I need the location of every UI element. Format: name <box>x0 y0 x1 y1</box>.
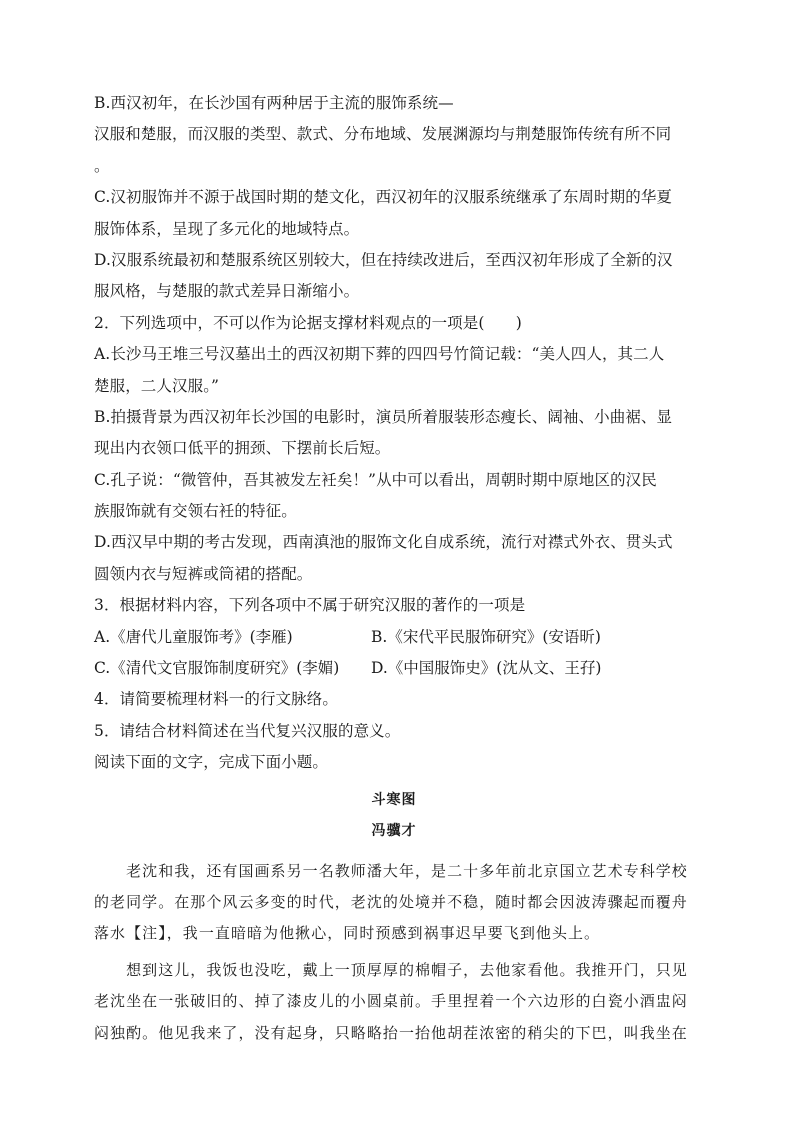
q3-options-row-1 <box>94 622 694 653</box>
q3-option-c: C.《清代文官服饰制度研究》(李媚) <box>94 659 340 678</box>
q2-option-a-line-2: 楚服，二人汉服。” <box>94 376 220 395</box>
story-body <box>94 856 694 1049</box>
q1-option-b-line-2: 汉服和楚服，而汉服的类型、款式、分布地域、发展渊源均与荆楚服饰传统有所不同 <box>94 125 672 144</box>
story-author: 冯骥才 <box>371 822 417 839</box>
q3-option-b: B.《宋代平民服饰研究》(安语昕) <box>371 627 601 646</box>
q3-option-d: D.《中国服饰史》(沈从文、王孖) <box>371 659 602 678</box>
story-line: 老沈坐在一张破旧的、掉了漆皮儿的小圆桌前。手里捏着一个六边形的白瓷小酒盅闷 <box>94 992 688 1011</box>
q2-option-d-line-2: 圆领内衣与短裤或筒裙的搭配。 <box>94 564 313 583</box>
document-page <box>94 88 694 1049</box>
story-line: 落水【注】，我一直暗暗为他揪心，同时预感到祸事迟早要飞到他头上。 <box>94 923 601 942</box>
question-5-stem: 5．请结合材料简述在当代复兴汉服的意义。 <box>94 721 401 740</box>
question-3-stem: 3．根据材料内容，下列各项中不属于研究汉服的著作的一项是 <box>94 596 526 615</box>
story-title: 斗寒图 <box>371 791 417 808</box>
q1-option-c-line-2: 服饰体系，呈现了多元化的地域特点。 <box>94 219 360 238</box>
reading-intro: 阅读下面的文字，完成下面小题。 <box>94 753 329 772</box>
q1-option-d-line-1: D.汉服系统最初和楚服系统区别较大，但在持续改进后，至西汉初年形成了全新的汉 <box>94 250 673 269</box>
q1-option-c-line-1: C.汉初服饰并不源于战国时期的楚文化，西汉初年的汉服系统继承了东周时期的华夏 <box>94 188 673 207</box>
q1-option-b-line-1: B.西汉初年，在长沙国有两种居于主流的服饰系统— <box>94 94 454 112</box>
story-line: 想到这儿，我饭也没吃，戴上一顶厚厚的棉帽子，去他家看他。我推开门，只见 <box>94 961 688 980</box>
q2-option-c-line-1: C.孔子说：“微管仲，吾其被发左衽矣！”从中可以看出，周朝时期中原地区的汉民 <box>94 470 657 489</box>
q2-option-b-line-2: 现出内衣领口低平的拥颈、下摆前长后短。 <box>94 439 391 458</box>
q3-options-row-2 <box>94 653 694 684</box>
question-4-stem: 4．请简要梳理材料一的行文脉络。 <box>94 690 338 709</box>
question-2-stem: 2．下列选项中，不可以作为论据支撑材料观点的一项是( ) <box>94 313 522 332</box>
q2-option-a-line-1: A.长沙马王堆三号汉墓出土的西汉初期下葬的四四号竹简记载：“美人四人，其二人 <box>94 345 665 364</box>
q1-option-d-line-2: 服风格，与楚服的款式差异日渐缩小。 <box>94 282 360 301</box>
story-line: 老沈和我，还有国画系另一名教师潘大年，是二十多年前北京国立艺术专科学校 <box>94 861 688 880</box>
q3-option-a: A.《唐代儿童服饰考》(李雁) <box>94 627 293 646</box>
story-line: 的老同学。在那个风云多变的时代，老沈的处境并不稳，随时都会因波涛骤起而覆舟 <box>94 892 688 911</box>
q2-option-b-line-1: B.拍摄背景为西汉初年长沙国的电影时，演员所着服装形态瘦长、阔袖、小曲裾、显 <box>94 407 673 426</box>
story-line: 闷独酌。他见我来了，没有起身，只略略抬一抬他胡茬浓密的稍尖的下巴，叫我坐在 <box>94 1023 688 1042</box>
q2-option-c-line-2: 族服饰就有交领右衽的特征。 <box>94 502 297 521</box>
q1-option-b-line-3: 。 <box>94 156 110 175</box>
q2-option-d-line-1: D.西汉早中期的考古发现，西南滇池的服饰文化自成系统，流行对襟式外衣、贯头式 <box>94 533 673 552</box>
